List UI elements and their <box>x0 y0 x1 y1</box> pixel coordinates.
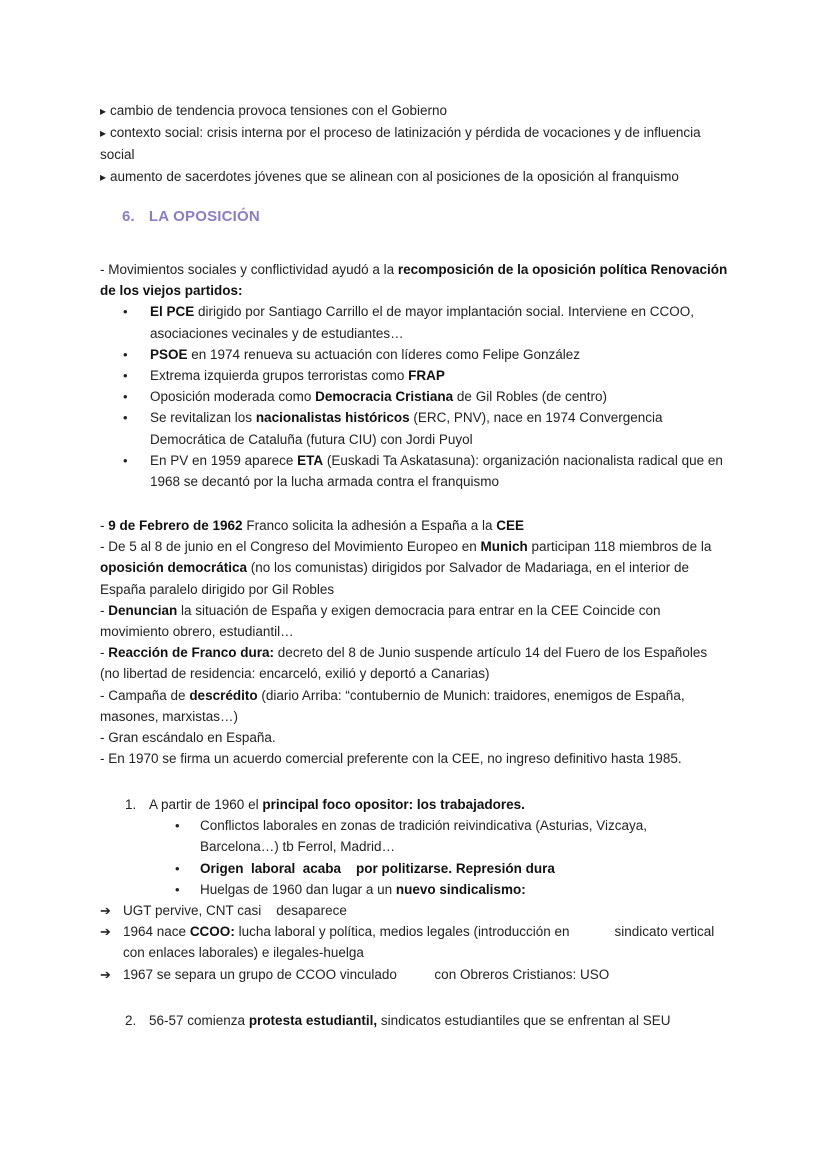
list-item: ➔ UGT pervive, CNT casi desaparece <box>100 900 730 921</box>
section-number: 6. <box>122 208 135 225</box>
list-item: • Origen laboral acaba por politizarse. Represión dura <box>100 858 730 879</box>
note-line: ▸ contexto social: crisis interna por el proceso de latinización y pérdida de vocaciones y de influencia social <box>100 122 730 165</box>
paragraph: - 9 de Febrero de 1962 Franco solicita la adhesión a España a la CEE <box>100 518 524 533</box>
paragraph: - En 1970 se firma un acuerdo comercial preferente con la CEE, no ingreso definitivo hasta 1985. <box>100 751 682 767</box>
list-item: • El PCE dirigido por Santiago Carrillo el de mayor implantación social. Interviene en CCOO, asociaciones vecinales y de estudiantes… <box>100 301 730 343</box>
list-item: 2. 56-57 comienza protesta estudiantil, sindicatos estudiantiles que se enfrentan al SEU <box>125 1013 671 1028</box>
section-heading <box>122 208 260 225</box>
paragraph: - De 5 al 8 de junio en el Congreso del Movimiento Europeo en Munich participan 118 miembros de la oposición democrática (no los comunistas) dirigidos por Salvador de Madariaga, en el interior de España paralelo dirigido por Gil Robles <box>100 539 712 597</box>
list-item: • PSOE en 1974 renueva su actuación con líderes como Felipe González <box>100 344 730 365</box>
list-item: • Conflictos laborales en zonas de tradición reivindicativa (Asturias, Vizcaya, Barcelona…) tb Ferrol, Madrid… <box>100 815 730 857</box>
church-notes <box>100 100 730 188</box>
munich-section <box>100 515 730 769</box>
parties-list <box>100 301 730 492</box>
workers-section <box>100 794 730 985</box>
paragraph: - Denuncian la situación de España y exigen democracia para entrar en la CEE Coincide con movimiento obrero, estudiantil… <box>100 602 661 640</box>
numbered-list <box>100 794 730 815</box>
list-item: ➔ 1967 se separa un grupo de CCOO vinculado con Obreros Cristianos: USO <box>100 964 730 985</box>
numbered-list <box>100 1010 730 1031</box>
list-item: 1. A partir de 1960 el principal foco opositor: los trabajadores. <box>125 797 525 812</box>
intro-paragraph: - Movimientos sociales y conflictividad ayudó a la recomposición de la oposición política Renovación de los viejos partidos: <box>100 262 728 299</box>
list-item: • Extrema izquierda grupos terroristas como FRAP <box>100 365 730 386</box>
list-item: ➔ 1964 nace CCOO: lucha laboral y política, medios legales (introducción en sindicato vertical con enlaces laborales) e ilegales-huelga <box>100 921 730 963</box>
list-item: • Se revitalizan los nacionalistas históricos (ERC, PNV), nace en 1974 Convergencia Democrática de Cataluña (futura CIU) con Jordi Puyol <box>100 407 730 449</box>
list-item: • Huelgas de 1960 dan lugar a un nuevo sindicalismo: <box>100 879 730 900</box>
note-line: ▸ cambio de tendencia provoca tensiones con el Gobierno <box>100 100 730 122</box>
paragraph: - Reacción de Franco dura: decreto del 8 de Junio suspende artículo 14 del Fuero de los Españoles (no libertad de residencia: encarceló, exilió y deportó a Canarias) <box>100 645 708 682</box>
union-arrows <box>100 900 730 985</box>
workers-bullets <box>100 815 730 900</box>
section-title: LA OPOSICIÓN <box>148 208 260 225</box>
opposition-parties <box>100 259 730 492</box>
students-section <box>100 1010 730 1031</box>
list-item: • Oposición moderada como Democracia Cristiana de Gil Robles (de centro) <box>100 386 730 407</box>
note-line: ▸ aumento de sacerdotes jóvenes que se alinean con al posiciones de la oposición al franquismo <box>100 166 730 188</box>
paragraph: - Gran escándalo en España. <box>100 730 276 746</box>
paragraph: - Campaña de descrédito (diario Arriba: “contubernio de Munich: traidores, enemigos de España, masones, marxistas…) <box>100 687 685 724</box>
list-item: • En PV en 1959 aparece ETA (Euskadi Ta Askatasuna): organización nacionalista radical que en 1968 se decantó por la lucha armada contra el franquismo <box>100 450 730 492</box>
